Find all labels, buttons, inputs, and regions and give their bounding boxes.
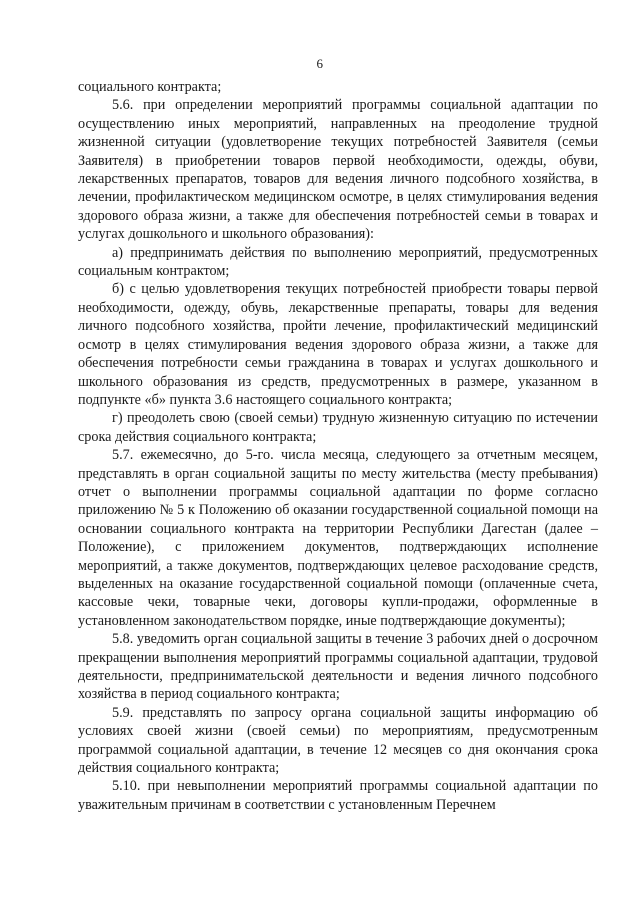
paragraph-continuation: социального контракта; (78, 79, 222, 95)
paragraph-5-10: 5.10. при невыполнении мероприятий программы социальной адаптации по уважительным причинам в соответствии с установленным Перечнем (78, 778, 598, 813)
paragraph-item-b: б) с целью удовлетворения текущих потребностей приобрести товары первой необходимости, одежду, обувь, лекарственные препараты, товары для ведения личного подсобного хозяйства, пройти лечение, профилактический медицинский осмотр в целях стимулирования ведения здорового образа жизни, а также для обеспечения потребности семьи гражданина в товарах и услугах дошкольного и школьного образования из средств, предусмотренных в размере, указанном в подпункте «б» пункта 3.6 настоящего социального контракта; (78, 281, 598, 408)
paragraph-5-9: 5.9. представлять по запросу органа социальной защиты информацию об условиях своей жизни (своей семьи) по мероприятиям, предусмотренным программой социальной адаптации, в течение 12 месяцев со дня окончания срока действия социального контракта; (78, 704, 598, 777)
page-number: 6 (316, 56, 324, 71)
paragraph-5-8: 5.8. уведомить орган социальной защиты в течение 3 рабочих дней о досрочном прекращении выполнения мероприятий программы социальной адаптации, трудовой деятельности, предпринимательской деятельности и ведения личного подсобного хозяйства в период социального контракта; (78, 631, 598, 703)
paragraph-item-g: г) преодолеть свою (своей семьи) трудную жизненную ситуацию по истечении срока действия социального контракта; (78, 410, 598, 445)
document-body (78, 78, 598, 814)
paragraph-item-a: а) предпринимать действия по выполнению мероприятий, предусмотренных социальным контрактом; (78, 244, 598, 280)
paragraph-5-6: 5.6. при определении мероприятий программы социальной адаптации по осуществлению иных мероприятий, направленных на преодоление трудной жизненной ситуации (удовлетворение текущих потребностей Заявителя (семьи Заявителя) в приобретении товаров первой необходимости, одежды, обуви, лекарственных препаратов, товаров для ведения личного подсобного хозяйства, в лечении, профилактическом медицинском осмотре, в целях стимулирования ведения здорового образа жизни, а также для обеспечения потребностей семьи в товарах и услугах дошкольного и школьного образования): (78, 97, 598, 243)
paragraph-5-7: 5.7. ежемесячно, до 5-го. числа месяца, следующего за отчетным месяцем, представлять в орган социальной защиты по месту жительства (месту пребывания) отчет о выполнении программы социальной адаптации по форме согласно приложению № 5 к Положению об оказании государственной социальной помощи на основании социального контракта на территории Республики Дагестан (далее – Положение), с приложением документов, подтверждающих исполнение мероприятий, а также документов, подтверждающих целевое расходование средств, выделенных на оказание государственной социальной помощи (оплаченные счета, кассовые чеки, товарные чеки, договоры купли-продажи, оформленные в установленном законодательством порядке, иные подтверждающие документы); (78, 447, 598, 629)
